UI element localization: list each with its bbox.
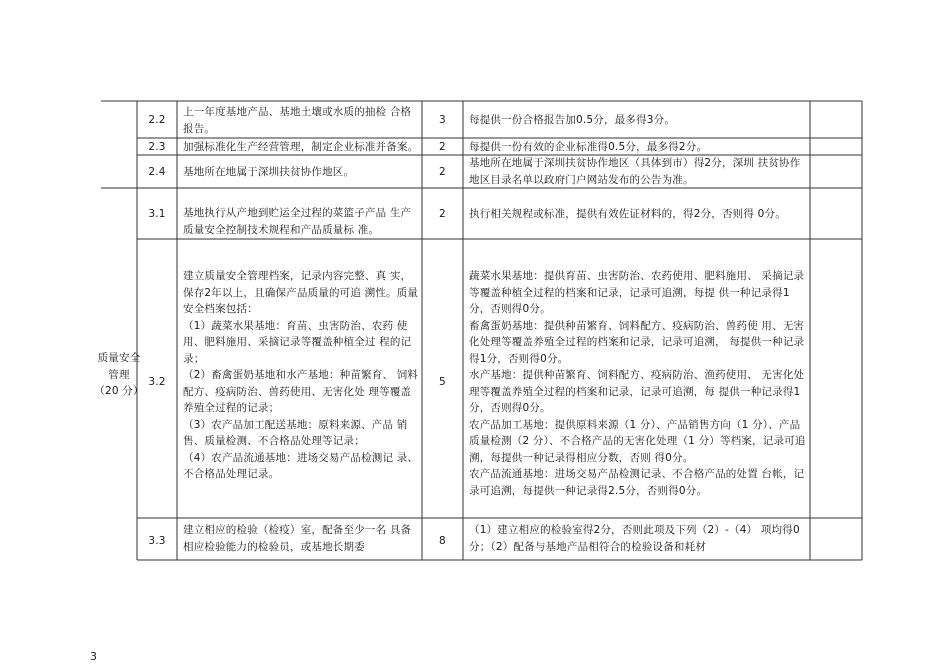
row-criteria: 执行相关规程或标准，提供有效佐证材料的，得2分，否则得 0分。 xyxy=(469,208,786,220)
category-name-line1: 质量安全 xyxy=(97,352,141,364)
row-content-paragraph: （1）蔬菜水果基地：育苗、虫害防治、农药 使用、肥料施用、采摘记录等覆盖种植全过 程的记录； xyxy=(183,319,412,365)
row-criteria: （1）建立相应的检验室得2分，否则此项及下列（2）-（4） 项均得0分；（2）配备与基地产品相符合的检验设备和耗材 xyxy=(469,524,800,553)
row-criteria: 基地所在地属于深圳扶贫协作地区（具体到市）得2分，深圳 扶贫协作地区目录名单以政府门户网站发布的公告为准。 xyxy=(469,157,801,186)
row-content-paragraph: （3）农产品加工配送基地：原料来源、产品 销售、质量检测、不合格品处理等记录； xyxy=(183,418,408,447)
row-content-paragraph: 建立质量安全管理档案，记录内容完整、真 实，保存2年以上，且确保产品质量的可追 溯性。质量安全档案包括： xyxy=(183,270,419,315)
row-content-paragraph: （4）农产品流通基地：进场交易产品检测记 录、不合格品处理记录。 xyxy=(183,451,419,480)
row-criteria-paragraph: 农产品流通基地：进场交易产品检测记录、不合格产品的处置 台帐，记录可追溯，每提供一种记录得2.5分，否则得0分。 xyxy=(469,468,805,497)
row-criteria-paragraph: 农产品加工基地：提供原料来源（1 分）、产品销售方向（1 分）、产品质量检测（2 分）、不合格产品的无害化处理（1 分）等档案，记录可追溯，每提供一种记录得相应分数，否则 得0分。 xyxy=(469,418,806,464)
row-criteria-paragraph: 蔬菜水果基地：提供育苗、虫害防治、农药使用、肥料施用、 采摘记录等覆盖种植全过程的档案和记录，记录可追溯，每提 供一种记录得1分，否则得0分。 xyxy=(469,270,805,315)
row-criteria-block xyxy=(469,268,806,499)
row-criteria: 每提供一份有效的企业标准得0.5分，最多得2分。 xyxy=(469,141,708,153)
row-id: 2.4 xyxy=(148,166,166,178)
row-score: 3 xyxy=(439,114,446,126)
row-id: 2.3 xyxy=(148,141,166,153)
row-score: 2 xyxy=(439,141,446,153)
row-content: 上一年度基地产品、基地土壤或水质的抽检 合格报告。 xyxy=(183,106,412,135)
row-score: 8 xyxy=(439,535,446,547)
row-criteria: 每提供一份合格报告加0.5分，最多得3分。 xyxy=(469,114,676,126)
category-cell xyxy=(94,350,144,400)
row-id: 3.2 xyxy=(148,376,166,388)
row-content-block xyxy=(183,268,419,483)
category-points: （20 分） xyxy=(94,385,144,397)
row-id: 2.2 xyxy=(148,114,166,126)
page-number: 3 xyxy=(90,650,97,663)
row-id: 3.1 xyxy=(148,208,166,220)
row-content-paragraph: （2）畜禽蛋奶基地和水产基地：种苗繁育、 饲料配方、疫病防治、兽药使用、无害化处 理等覆盖养殖全过程的记录； xyxy=(183,369,419,414)
row-content: 基地执行从产地到贮运全过程的菜篮子产品 生产质量安全控制技术规程和产品质量标 准。 xyxy=(183,207,412,236)
row-score: 2 xyxy=(439,208,446,220)
row-score: 2 xyxy=(439,166,446,178)
row-content: 基地所在地属于深圳扶贫协作地区。 xyxy=(183,166,355,178)
row-id: 3.3 xyxy=(148,535,166,547)
row-criteria-paragraph: 水产基地：提供种苗繁育、饲料配方、疫病防治、渔药使用、 无害化处理等覆盖养殖全过程的档案和记录，记录可追溯，每 提供一种记录得1分，否则得0分。 xyxy=(469,369,805,414)
row-content: 建立相应的检验（检疫）室，配备至少一名 具备相应检验能力的检验员，或基地长期委 xyxy=(183,524,412,553)
row-score: 5 xyxy=(439,376,446,388)
category-name-line2: 管理 xyxy=(108,368,130,381)
row-criteria-paragraph: 畜禽蛋奶基地：提供种苗繁育、饲料配方、疫病防治、兽药使 用、无害化处理等覆盖养殖全过程的档案和记录，记录可追溯， 每提供一种记录得1分，否则得0分。 xyxy=(469,319,805,365)
row-content: 加强标准化生产经营管理，制定企业标准并备案。 xyxy=(183,141,419,153)
